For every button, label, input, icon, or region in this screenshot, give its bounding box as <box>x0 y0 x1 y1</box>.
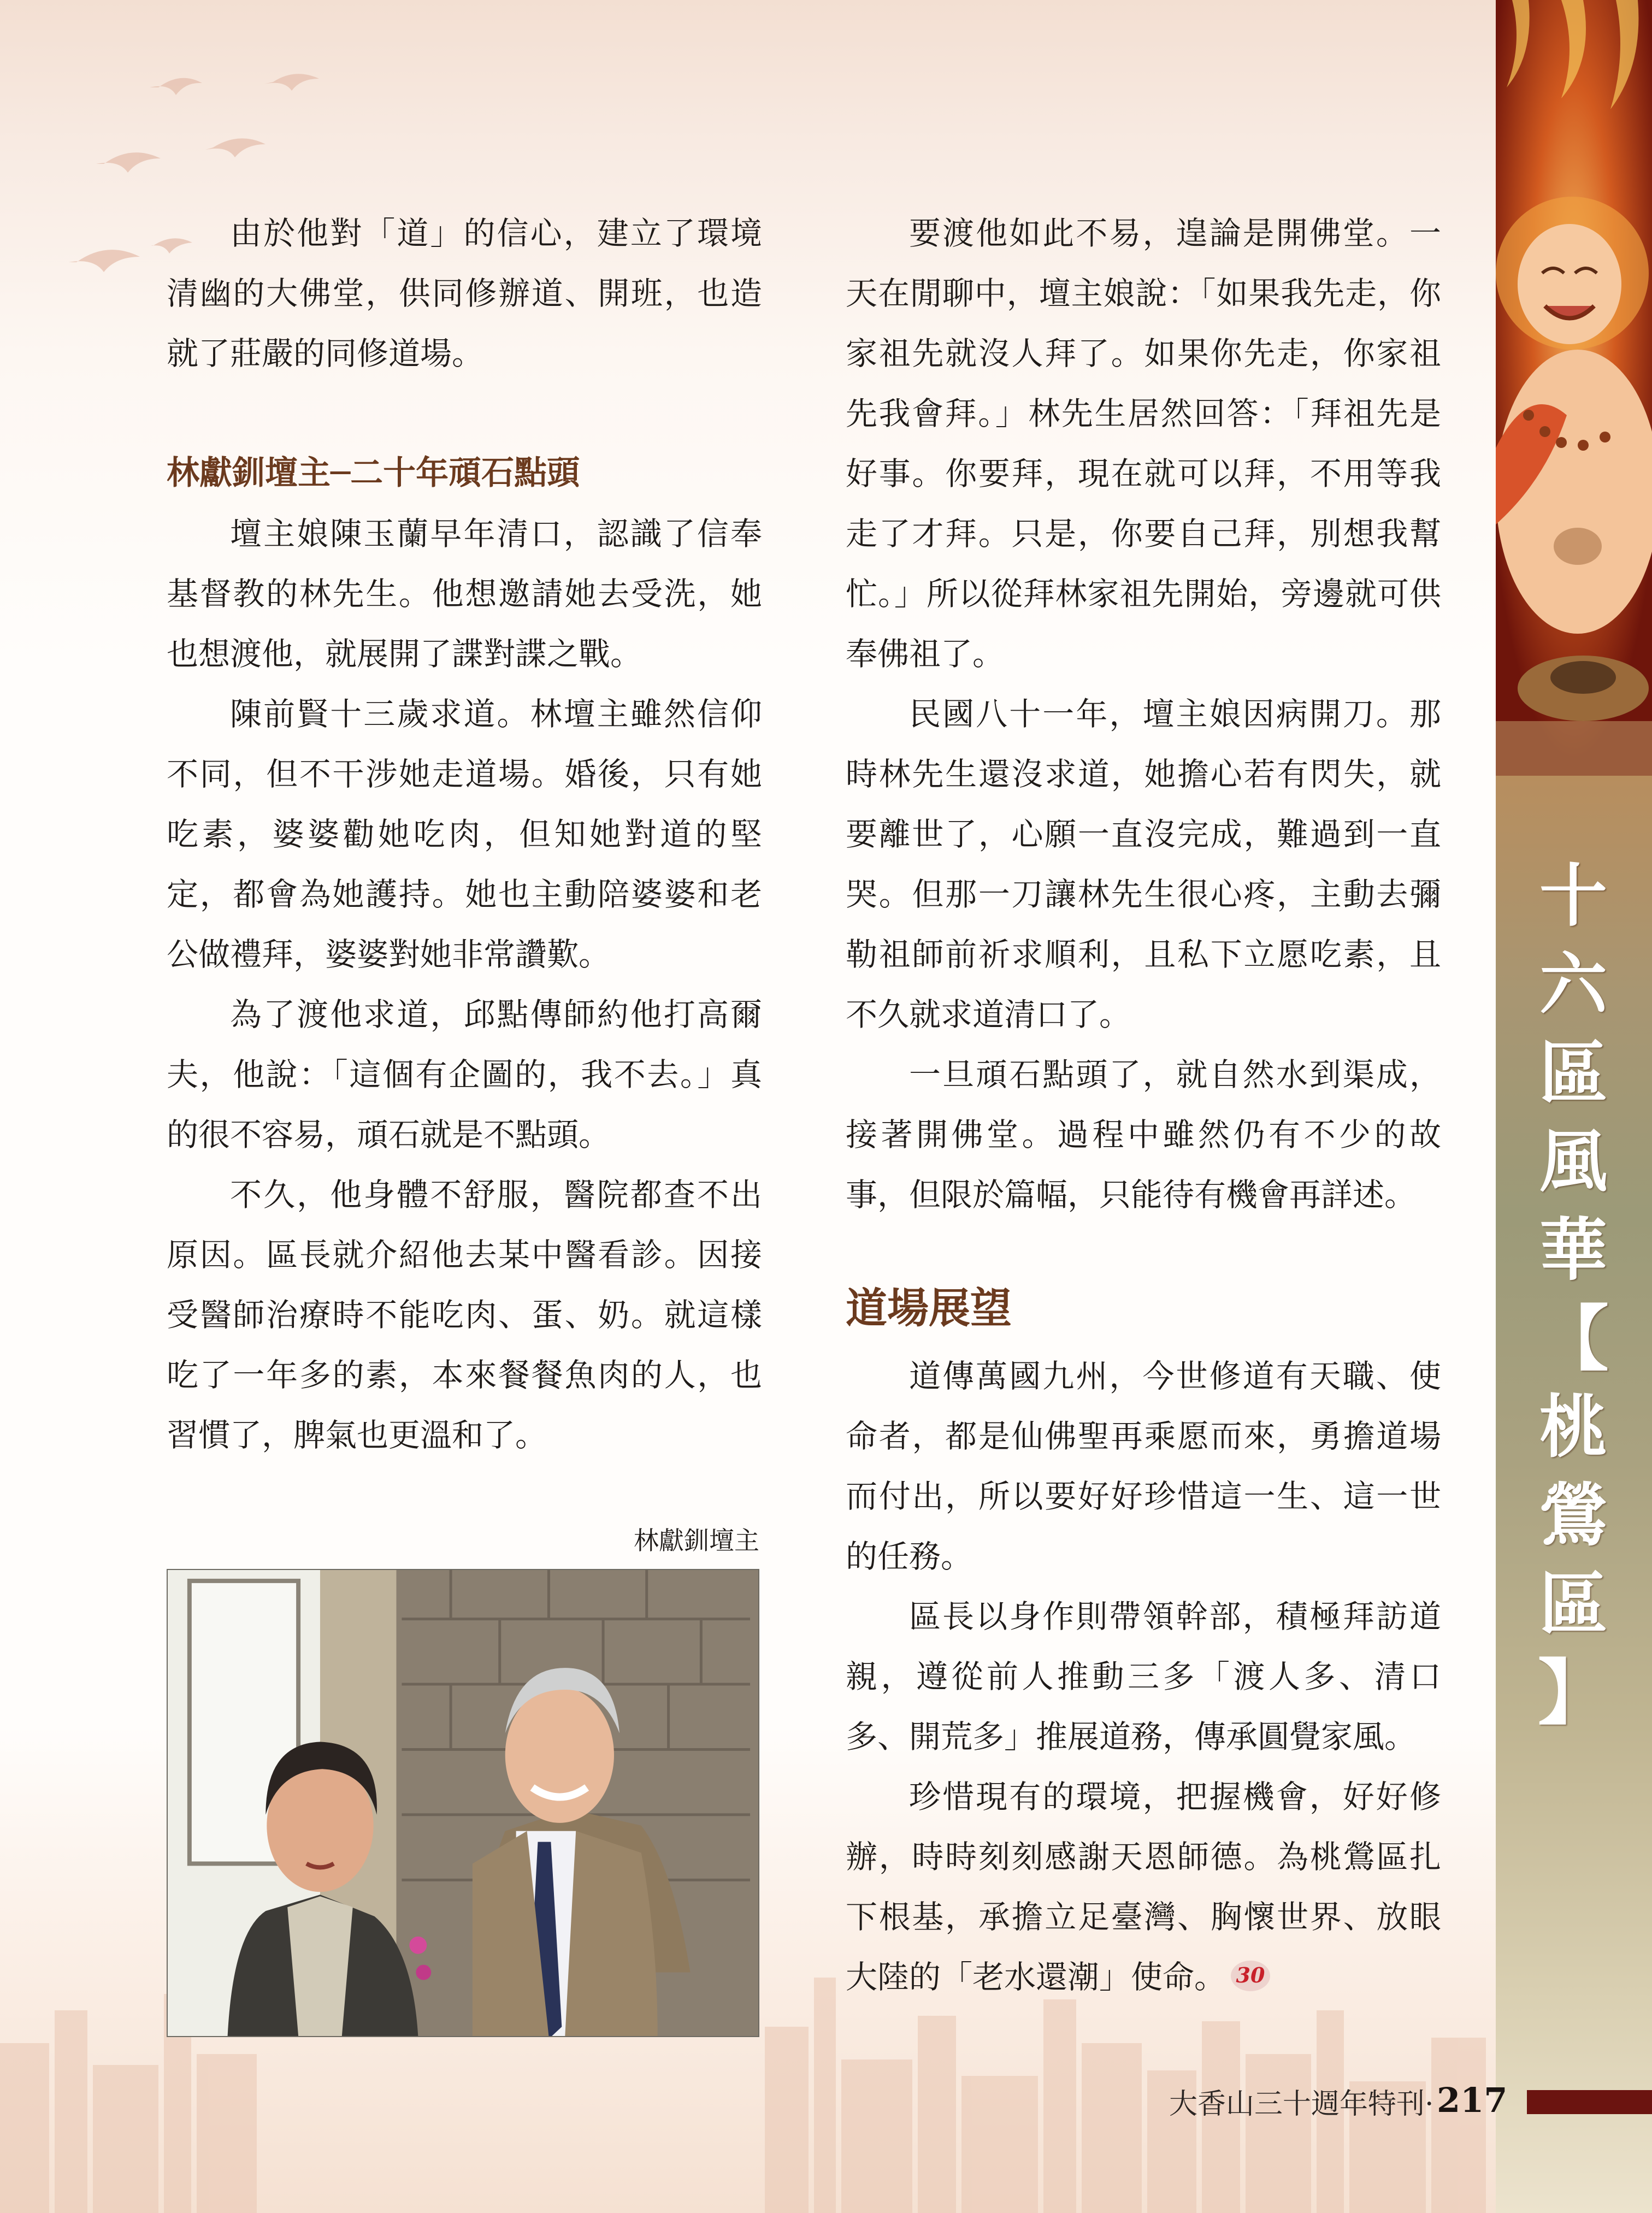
footer-separator: · <box>1425 2088 1434 2121</box>
section-title-vertical <box>1524 852 1622 1737</box>
couple-photo <box>167 1569 759 2037</box>
publication-title: 大香山三十週年特刊 <box>1169 2088 1425 2121</box>
section-heading: 道場展望 <box>846 1284 1012 1332</box>
bird-icon <box>96 152 161 173</box>
section-title-char: 區 <box>1539 1034 1607 1113</box>
section-title-char: 六 <box>1539 946 1607 1024</box>
body-paragraph: 道傳萬國九州，今世修道有天職、使命者，都是仙佛聖再乘愿而來，勇擔道場而付出，所以要好好珍惜這一生、這一世的任務。 <box>846 1358 1441 1575</box>
intro-paragraph: 由於他對「道」的信心，建立了環境清幽的大佛堂，供同修辦道、開班，也造就了莊嚴的同修道場。 <box>167 215 762 372</box>
seal-text: 30 <box>1236 1963 1265 1987</box>
body-paragraph: 一旦頑石點頭了，就自然水到渠成，接著開佛堂。過程中雖然仍有不少的故事，但限於篇幅，只能待有機會再詳述。 <box>846 1056 1441 1213</box>
bird-icon <box>69 250 140 272</box>
bird-icon <box>205 138 266 157</box>
bird-icon <box>150 78 202 95</box>
body-paragraph: 區長以身作則帶領幹部，積極拜訪道親，遵從前人推動三多「渡人多、清口多、開荒多」推展道務，傳承圓覺家風。 <box>846 1598 1441 1755</box>
section-heading: 林獻釧壇主─二十年頑石點頭 <box>167 454 580 492</box>
section-title-char: 】 <box>1537 1651 1609 1734</box>
body-paragraph: 民國八十一年，壇主娘因病開刀。那時林先生還沒求道，她擔心若有閃失，就要離世了，心願一直沒完成，難過到一直哭。但那一刀讓林先生很心疼，主動去彌勒祖師前祈求順利，且私下立愿吃素，且不久就求道清口了。 <box>846 695 1441 1033</box>
body-paragraph: 要渡他如此不易，遑論是開佛堂。一天在閒聊中，壇主娘說：「如果我先走，你家祖先就沒人拜了。如果你先走，你家祖先我會拜。」林先生居然回答：「拜祖先是好事。你要拜，現在就可以拜，不用等我走了才拜。只是，你要自己拜，別想我幫忙。」所以從拜林家祖先開始，旁邊就可供奉佛祖了。 <box>846 215 1441 672</box>
section-title-char: 桃 <box>1539 1388 1607 1467</box>
footer-publication <box>1169 2082 1434 2126</box>
body-paragraph: 陳前賢十三歲求道。林壇主雖然信仰不同，但不干涉她走道場。婚後，只有她吃素，婆婆勸她吃肉，但知她對道的堅定，都會為她護持。她也主動陪婆婆和老公做禮拜，婆婆對她非常讚歎。 <box>167 695 762 973</box>
section-title-char: 十 <box>1539 857 1607 936</box>
section-title-char: 華 <box>1539 1211 1607 1290</box>
page-number: 217 <box>1437 2080 1508 2120</box>
right-column <box>846 203 1441 2007</box>
left-column <box>167 203 762 1465</box>
body-paragraph: 不久，他身體不舒服，醫院都查不出原因。區長就介紹他去某中醫看診。因接受醫師治療時不能吃肉、蛋、奶。就這樣吃了一年多的素，本來餐餐魚肉的人，也習慣了，脾氣也更溫和了。 <box>167 1176 762 1454</box>
photo-caption: 林獻釧壇主 <box>634 1526 759 1555</box>
section-title-char: 區 <box>1539 1565 1607 1644</box>
body-paragraph: 為了渡他求道，邱點傳師約他打高爾夫，他說：「這個有企圖的，我不去。」真的很不容易，頑石就是不點頭。 <box>167 996 762 1153</box>
closing-paragraph-text: 珍惜現有的環境，把握機會，好好修辦，時時刻刻感謝天恩師德。為桃鶯區扎下根基，承擔立足臺灣、胸懷世界、放眼大陸的「老水還潮」使命。 <box>846 1778 1441 1996</box>
bird-icon <box>263 74 319 91</box>
footer-bar <box>1527 2090 1652 2114</box>
anniversary-seal-icon <box>1229 1958 1272 1993</box>
section-title-char: 鶯 <box>1539 1477 1607 1555</box>
maitreya-buddha-image <box>1496 0 1652 776</box>
body-paragraph <box>846 1767 1441 2007</box>
section-title-char: 風 <box>1539 1123 1607 1201</box>
section-title-char: 【 <box>1537 1297 1609 1380</box>
body-paragraph: 壇主娘陳玉蘭早年清口，認識了信奉基督教的林先生。他想邀請她去受洗，她也想渡他，就展開了諜對諜之戰。 <box>167 515 762 672</box>
